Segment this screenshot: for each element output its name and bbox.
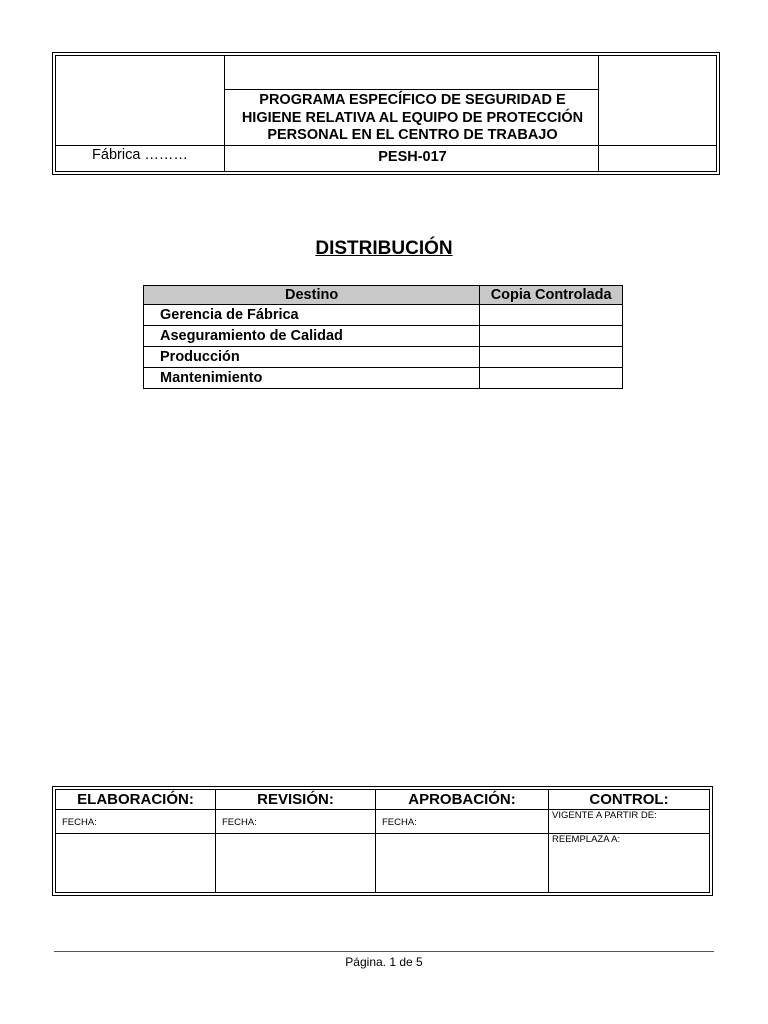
fabrica-label: Fábrica ……… bbox=[92, 147, 188, 163]
table-row bbox=[144, 347, 623, 368]
copia-cell bbox=[480, 368, 623, 389]
revision-header: REVISIÓN: bbox=[257, 791, 334, 808]
document-title-line2: HIGIENE RELATIVA AL EQUIPO DE PROTECCIÓN bbox=[241, 109, 584, 126]
table-row bbox=[144, 305, 623, 326]
header-divider-bottom bbox=[56, 145, 716, 146]
header-divider-top bbox=[224, 89, 599, 90]
destino-cell: Mantenimiento bbox=[144, 368, 480, 389]
column-header-copia-controlada: Copia Controlada bbox=[480, 286, 623, 305]
destino-cell: Aseguramiento de Calidad bbox=[144, 326, 480, 347]
distribution-table bbox=[143, 285, 623, 389]
reemplaza-label: REEMPLAZA A: bbox=[552, 834, 621, 845]
copia-cell bbox=[480, 326, 623, 347]
destino-cell: Gerencia de Fábrica bbox=[144, 305, 480, 326]
table-row bbox=[144, 368, 623, 389]
signature-block-inner bbox=[55, 789, 710, 893]
copia-cell bbox=[480, 305, 623, 326]
distribution-title: DISTRIBUCIÓN bbox=[315, 238, 453, 259]
table-row bbox=[144, 326, 623, 347]
elaboracion-header: ELABORACIÓN: bbox=[77, 791, 194, 808]
elaboracion-fecha-label: FECHA: bbox=[62, 817, 97, 828]
column-header-destino: Destino bbox=[144, 286, 480, 305]
document-header-inner bbox=[55, 55, 717, 172]
vigente-label: VIGENTE A PARTIR DE: bbox=[552, 810, 657, 821]
signature-block bbox=[52, 786, 713, 896]
page-number: Página. 1 de 5 bbox=[345, 955, 423, 969]
aprobacion-header: APROBACIÓN: bbox=[408, 791, 516, 808]
footer-divider bbox=[54, 951, 714, 952]
document-code: PESH-017 bbox=[378, 149, 447, 165]
header-divider-left bbox=[224, 56, 225, 171]
document-header bbox=[52, 52, 720, 175]
document-title-line3: PERSONAL EN EL CENTRO DE TRABAJO bbox=[267, 127, 558, 143]
document-title bbox=[226, 92, 599, 145]
revision-fecha-label: FECHA: bbox=[222, 817, 257, 828]
distribution-header-row bbox=[144, 286, 623, 305]
aprobacion-fecha-label: FECHA: bbox=[382, 817, 417, 828]
control-header: CONTROL: bbox=[589, 791, 669, 808]
copia-cell bbox=[480, 347, 623, 368]
document-title-line1: PROGRAMA ESPECÍFICO DE SEGURIDAD E bbox=[259, 92, 566, 108]
destino-cell: Producción bbox=[144, 347, 480, 368]
